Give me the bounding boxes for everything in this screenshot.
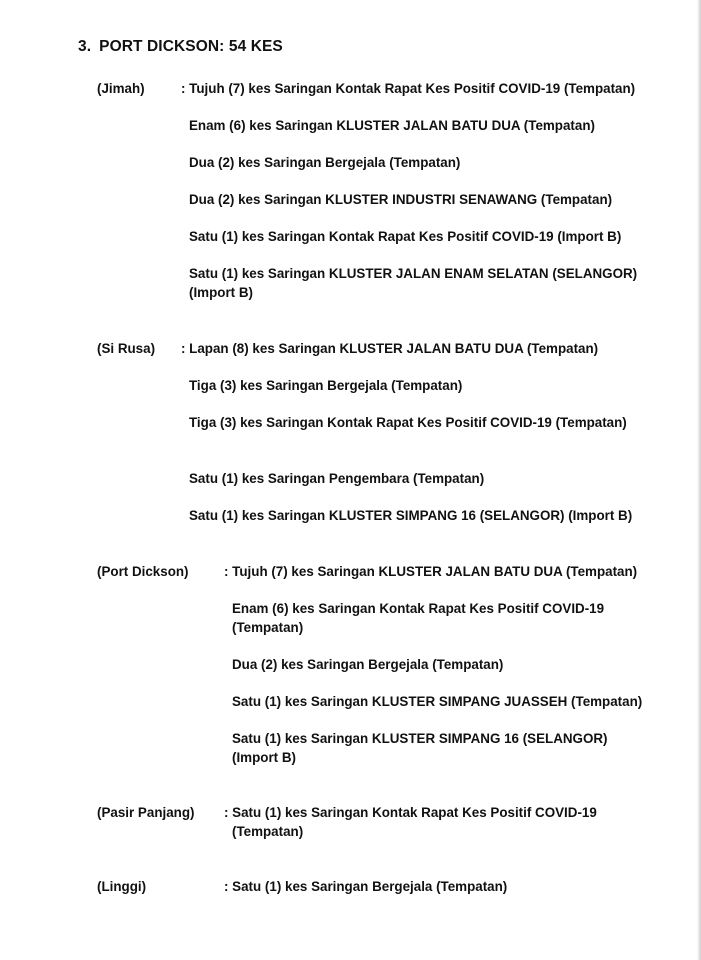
case-line: Tiga (3) kes Saringan Kontak Rapat Kes Positif COVID-19 (Tempatan)	[189, 415, 627, 430]
case-line: Dua (2) kes Saringan Bergejala (Tempatan)	[232, 657, 504, 672]
case-line-continuation: (Tempatan)	[232, 620, 304, 635]
case-line: : Lapan (8) kes Saringan KLUSTER JALAN BATU DUA (Tempatan)	[181, 341, 599, 356]
area-label-si-rusa: (Si Rusa)	[97, 341, 156, 356]
case-line: : Satu (1) kes Saringan Bergejala (Tempatan)	[224, 879, 508, 894]
case-line: Enam (6) kes Saringan KLUSTER JALAN BATU DUA (Tempatan)	[189, 118, 595, 133]
case-line: Tiga (3) kes Saringan Bergejala (Tempatan)	[189, 378, 463, 393]
section-heading	[78, 38, 283, 56]
case-line-continuation: (Import B)	[232, 750, 296, 765]
case-line: Satu (1) kes Saringan KLUSTER JALAN ENAM SELATAN (SELANGOR)	[189, 266, 638, 281]
area-label-port-dickson: (Port Dickson)	[97, 564, 189, 579]
case-line: Satu (1) kes Saringan KLUSTER SIMPANG 16 (SELANGOR)	[232, 731, 608, 746]
section-number: 3.	[78, 38, 92, 55]
area-label-jimah: (Jimah)	[97, 81, 145, 96]
area-label-pasir-panjang: (Pasir Panjang)	[97, 805, 195, 820]
case-line: Dua (2) kes Saringan KLUSTER INDUSTRI SENAWANG (Tempatan)	[189, 192, 613, 207]
case-line: : Tujuh (7) kes Saringan KLUSTER JALAN BATU DUA (Tempatan)	[224, 564, 638, 579]
page-edge-shadow	[697, 0, 701, 960]
section-title: PORT DICKSON: 54 KES	[99, 38, 283, 55]
case-line: Satu (1) kes Saringan Pengembara (Tempatan)	[189, 471, 485, 486]
case-line: Dua (2) kes Saringan Bergejala (Tempatan)	[189, 155, 461, 170]
case-line: : Satu (1) kes Saringan Kontak Rapat Kes Positif COVID-19	[224, 805, 597, 820]
case-line: Satu (1) kes Saringan Kontak Rapat Kes Positif COVID-19 (Import B)	[189, 229, 622, 244]
area-label-linggi: (Linggi)	[97, 879, 147, 894]
case-line: Enam (6) kes Saringan Kontak Rapat Kes Positif COVID-19	[232, 601, 605, 616]
case-line: Satu (1) kes Saringan KLUSTER SIMPANG 16 (SELANGOR) (Import B)	[189, 508, 633, 523]
case-line: : Tujuh (7) kes Saringan Kontak Rapat Kes Positif COVID-19 (Tempatan)	[181, 81, 636, 96]
case-line: Satu (1) kes Saringan KLUSTER SIMPANG JUASSEH (Tempatan)	[232, 694, 643, 709]
case-line-continuation: (Tempatan)	[232, 824, 304, 839]
case-line-continuation: (Import B)	[189, 285, 253, 300]
